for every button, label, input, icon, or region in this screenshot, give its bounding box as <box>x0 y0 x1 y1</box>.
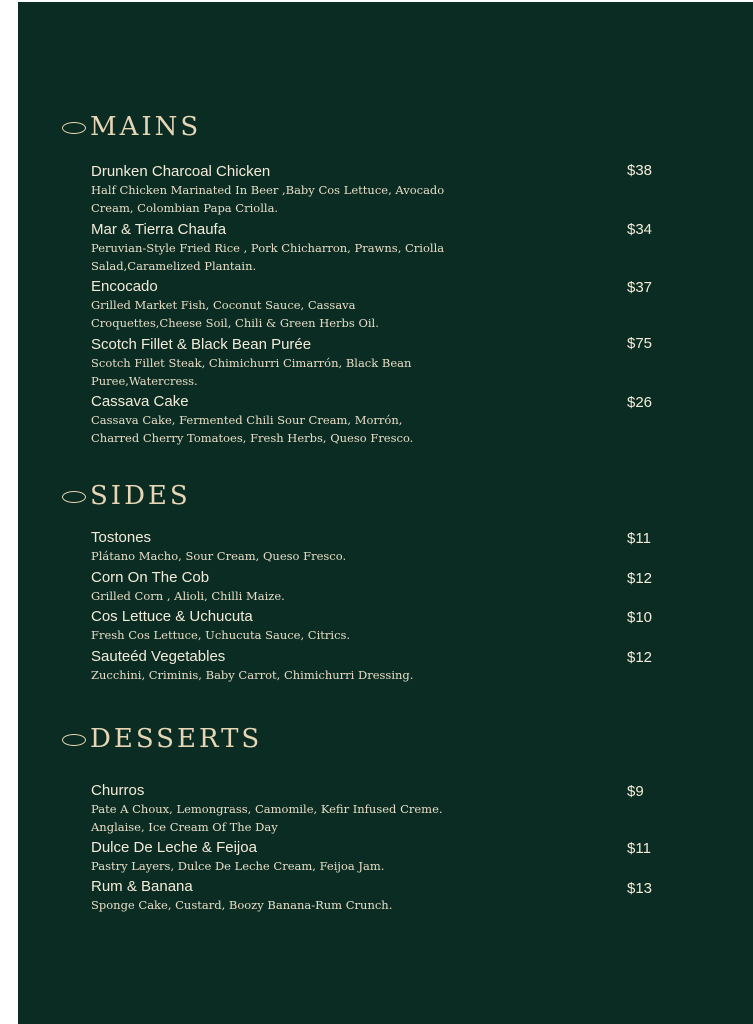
menu-page <box>18 2 753 1024</box>
item-name: Scotch Fillet & Black Bean Purée <box>91 336 312 353</box>
item-price: $38 <box>627 162 653 179</box>
item-name: Cassava Cake <box>91 393 189 410</box>
item-description: Puree,Watercress. <box>91 374 198 388</box>
item-price: $26 <box>627 394 653 411</box>
menu-item <box>91 607 661 644</box>
menu-item <box>91 568 661 605</box>
item-price: $12 <box>627 570 653 587</box>
leaf-icon <box>62 734 86 746</box>
menu-item <box>91 220 661 275</box>
item-name: Sauteéd Vegetables <box>91 648 226 665</box>
section-title-text: SIDES <box>90 481 191 511</box>
menu-item <box>91 335 661 390</box>
item-description: Salad,Caramelized Plantain. <box>91 259 257 273</box>
item-description: Half Chicken Marinated In Beer ,Baby Cos Lettuce, Avocado <box>91 183 445 197</box>
item-description: Cream, Colombian Papa Criolla. <box>91 201 279 215</box>
menu-item <box>91 877 661 914</box>
item-description: Anglaise, Ice Cream Of The Day <box>91 820 278 834</box>
item-price: $10 <box>627 609 653 626</box>
leaf-icon <box>62 491 86 503</box>
menu-item <box>91 162 661 217</box>
item-price: $13 <box>627 880 653 897</box>
menu-item <box>91 528 661 565</box>
item-name: Tostones <box>91 529 152 546</box>
section-title-text: DESSERTS <box>90 724 263 754</box>
item-name: Dulce De Leche & Feijoa <box>91 839 257 856</box>
item-name: Mar & Tierra Chaufa <box>91 221 227 238</box>
item-description: Sponge Cake, Custard, Boozy Banana-Rum Crunch. <box>91 898 393 912</box>
item-description: Plátano Macho, Sour Cream, Queso Fresco. <box>91 549 347 563</box>
item-description: Charred Cherry Tomatoes, Fresh Herbs, Queso Fresco. <box>91 431 414 445</box>
item-name: Cos Lettuce & Uchucuta <box>91 608 253 625</box>
section-title-sides <box>62 481 191 511</box>
section-title-text: MAINS <box>90 112 202 142</box>
item-description: Scotch Fillet Steak, Chimichurri Cimarrón, Black Bean <box>91 356 412 370</box>
item-name: Drunken Charcoal Chicken <box>91 163 271 180</box>
item-price: $9 <box>627 783 644 800</box>
item-description: Grilled Corn , Alioli, Chilli Maize. <box>91 589 285 603</box>
section-title-desserts <box>62 724 262 754</box>
item-name: Rum & Banana <box>91 878 193 895</box>
item-price: $34 <box>627 221 653 238</box>
leaf-icon <box>62 122 86 134</box>
item-name: Corn On The Cob <box>91 569 210 586</box>
item-price: $11 <box>627 530 651 547</box>
item-price: $37 <box>627 279 653 296</box>
item-name: Encocado <box>91 278 158 295</box>
item-name: Churros <box>91 782 145 799</box>
item-description: Fresh Cos Lettuce, Uchucuta Sauce, Citrics. <box>91 628 351 642</box>
item-price: $75 <box>627 335 653 352</box>
menu-item <box>91 647 661 684</box>
menu-item <box>91 392 661 447</box>
menu-item <box>91 781 661 836</box>
item-description: Cassava Cake, Fermented Chili Sour Cream, Morrón, <box>91 413 403 427</box>
menu-item <box>91 277 661 332</box>
item-price: $11 <box>627 840 651 857</box>
item-description: Croquettes,Cheese Soil, Chili & Green Herbs Oil. <box>91 316 379 330</box>
item-price: $12 <box>627 649 653 666</box>
item-description: Peruvian-Style Fried Rice , Pork Chicharron, Prawns, Criolla <box>91 241 445 255</box>
menu-item <box>91 838 661 875</box>
section-title-mains <box>62 112 201 142</box>
item-description: Zucchini, Criminis, Baby Carrot, Chimichurri Dressing. <box>91 668 414 682</box>
item-description: Pastry Layers, Dulce De Leche Cream, Feijoa Jam. <box>91 859 385 873</box>
item-description: Grilled Market Fish, Coconut Sauce, Cassava <box>91 298 356 312</box>
item-description: Pate A Choux, Lemongrass, Camomile, Kefir Infused Creme. <box>91 802 443 816</box>
